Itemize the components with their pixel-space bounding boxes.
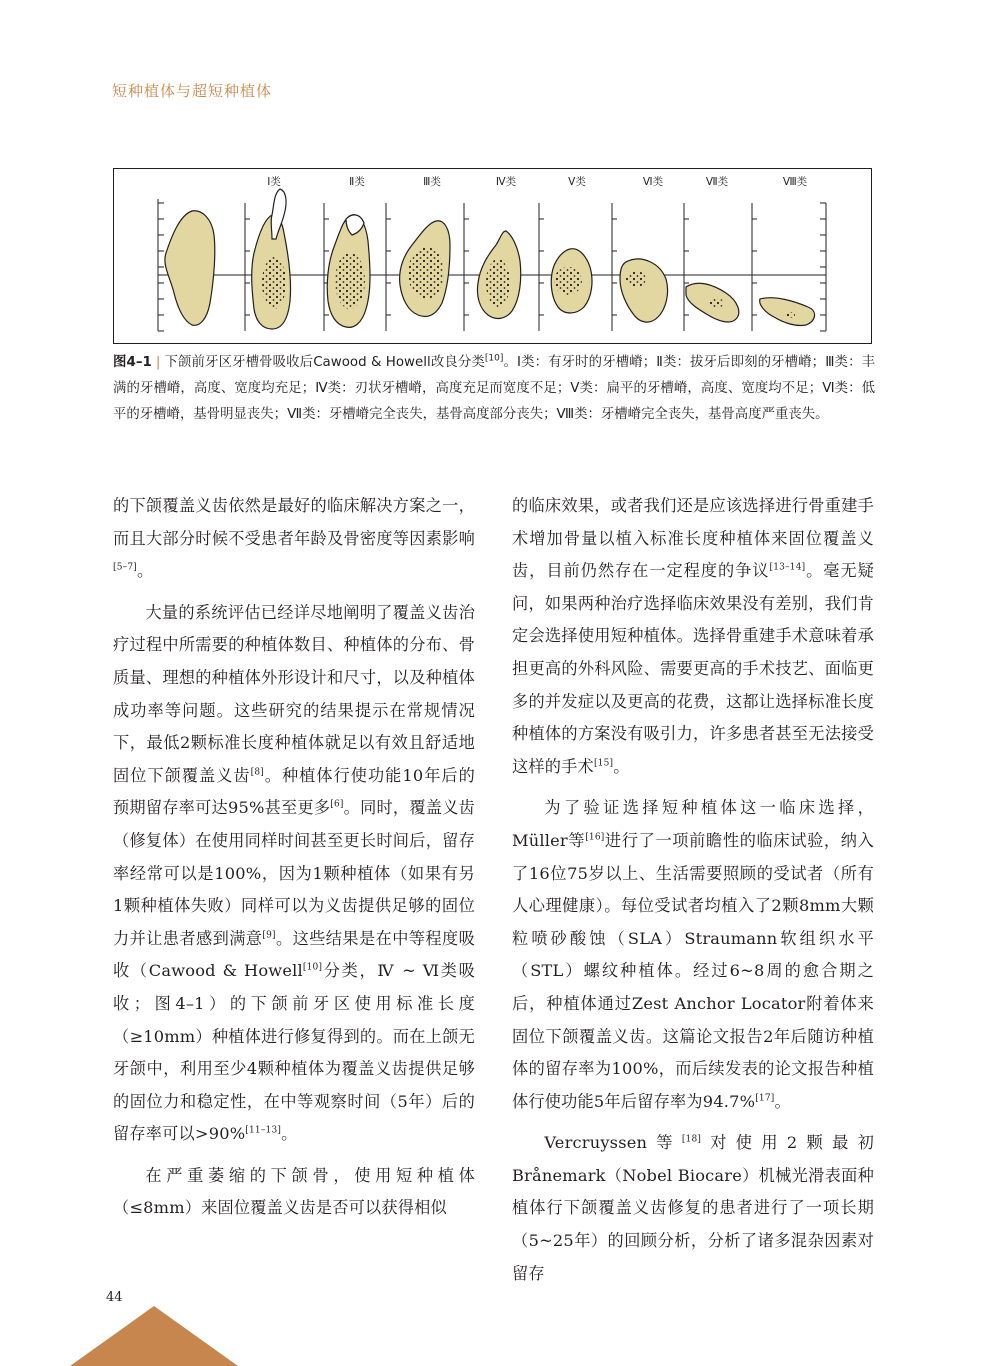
paragraph: 为了验证选择短种植体这一临床选择，Müller等[16]进行了一项前瞻性的临床试验，纳入了16位75岁以上、生活需要照顾的受试者（所有人心理健康）。每位受试者均植入了2颗8mm大颗粒喷砂酸蚀（SLA）Straumann软组织水平（STL）螺纹种植体。经过6~8周的愈合期之后，种植体通过Zest Anchor Locator附着体来固位下颌覆盖义齿。这篇论文报告2年后随访种植体的留存率为100%，而后续发表的论文报告种植体行使功能5年后留存率为94.7%[17]。 <box>512 798 875 1111</box>
citation: [13–14] <box>769 562 806 573</box>
paragraph: 大量的系统评估已经详尽地阐明了覆盖义齿治疗过程中所需要的种植体数目、种植体的分布、骨质量、理想的种植体外形设计和尺寸，以及种植体成功率等问题。这些研究的结果提示在常规情况下，最低2颗标准长度种植体就足以有效且舒适地固位下颌覆盖义齿[8]。种植体行使功能10年后的预期留存率可达95%甚至更多[6]。同时，覆盖义齿（修复体）在使用同样时间甚至更长时间后，留存率经常可以是100%，因为1颗种植体（如果有另1颗种植体失败）同样可以为义齿提供足够的固位力并让患者感到满意[9]。这些结果是在中等程度吸收（Cawood & Howell[10]分类，Ⅳ ~ Ⅵ类吸收；图4–1）的下颌前牙区使用标准长度（≥10mm）种植体进行修复得到的。而在上颌无牙颌中，利用至少4颗种植体为覆盖义齿提供足够的固位力和稳定性，在中等观察时间（5年）后的留存率可以>90%[11–13]。 <box>113 602 475 1144</box>
citation: [10] <box>484 353 504 364</box>
citation: [16] <box>585 832 605 843</box>
citation: [15] <box>593 758 614 769</box>
class-label-5: Ⅴ类 <box>568 176 586 188</box>
figure-label: 图4–1 <box>113 355 152 370</box>
text-column-right <box>512 490 874 1290</box>
paragraph: 的下颌覆盖义齿依然是最好的临床解决方案之一，而且大部分时候不受患者年龄及骨密度等因素影响[5–7]。 <box>113 496 475 581</box>
ridge-shape-class-2 <box>327 215 370 328</box>
figure-diagram <box>114 169 873 345</box>
ridge-shape-class-4 <box>477 231 520 318</box>
citation: [8] <box>250 767 264 778</box>
class-label-4: Ⅳ类 <box>495 176 517 188</box>
class-label-6: Ⅵ类 <box>642 176 664 188</box>
citation: [9] <box>262 930 276 941</box>
citation: [11–13] <box>245 1125 282 1136</box>
paragraph: 的临床效果，或者我们还是应该选择进行骨重建手术增加骨量以植入标准长度种植体来固位覆盖义齿，目前仍然存在一定程度的争议[13–14]。毫无疑问，如果两种治疗选择临床效果没有差别，我们肯定会选择使用短种植体。选择骨重建手术意味着承担更高的外科风险、需要更高的手术技艺、面临更多的并发症以及更高的花费，这都让选择标准长度种植体的方案没有吸引力，许多患者甚至无法接受这样的手术[15]。 <box>512 496 874 776</box>
figure-caption <box>113 350 875 428</box>
corner-decoration <box>70 1306 238 1366</box>
class-label-7: Ⅶ类 <box>705 176 729 188</box>
citation: [17] <box>755 1093 775 1104</box>
citation: [5–7] <box>113 562 137 573</box>
paragraph: 在严重萎缩的下颌骨，使用短种植体（≤8mm）来固位覆盖义齿是否可以获得相似 <box>113 1165 475 1218</box>
class-label-2: Ⅱ类 <box>349 176 365 188</box>
ridge-shape-class-3 <box>400 221 450 317</box>
ridge-shape-reference <box>165 211 215 326</box>
class-label-1: Ⅰ类 <box>267 176 281 188</box>
running-header: 短种植体与超短种植体 <box>112 82 273 100</box>
ridge-shape-class-5 <box>551 249 592 313</box>
class-label-3: Ⅲ类 <box>423 176 441 188</box>
citation: [18] <box>681 1134 702 1145</box>
ridge-shape-class-7 <box>686 283 739 322</box>
caption-body: 。Ⅰ类：有牙时的牙槽嵴；Ⅱ类：拔牙后即刻的牙槽嵴；Ⅲ类：丰满的牙槽嵴，高度、宽度均充足；Ⅳ类：刃状牙槽嵴，高度充足而宽度不足；Ⅴ类：扁平的牙槽嵴，高度、宽度均不足；Ⅵ类：低平的牙槽嵴，基骨明显丧失；Ⅶ类：牙槽嵴完全丧失，基骨高度部分丧失；Ⅷ类：牙槽嵴完全丧失，基骨高度严重丧失。 <box>113 355 875 422</box>
class-label-8: Ⅷ类 <box>782 176 808 188</box>
ridge-shape-class-6 <box>620 259 668 322</box>
paragraph: Vercruyssen等[18]对使用2颗最初Brånemark（Nobel Biocare）机械光滑表面种植体行下颌覆盖义齿修复的患者进行了一项长期（5~25年）的回顾分析，分析了诸多混杂因素对留存 <box>512 1133 874 1283</box>
citation: [6] <box>330 799 344 810</box>
ridge-shape-class-1 <box>252 189 291 329</box>
caption-title: 下颌前牙区牙槽骨吸收后Cawood & Howell改良分类 <box>164 355 485 370</box>
figure-cawood-howell <box>113 168 872 344</box>
caption-separator: | <box>155 355 161 370</box>
citation: [10] <box>302 962 323 973</box>
page-number: 44 <box>106 1290 123 1305</box>
text-column-left <box>113 490 475 1225</box>
ridge-shape-class-8 <box>760 298 815 326</box>
